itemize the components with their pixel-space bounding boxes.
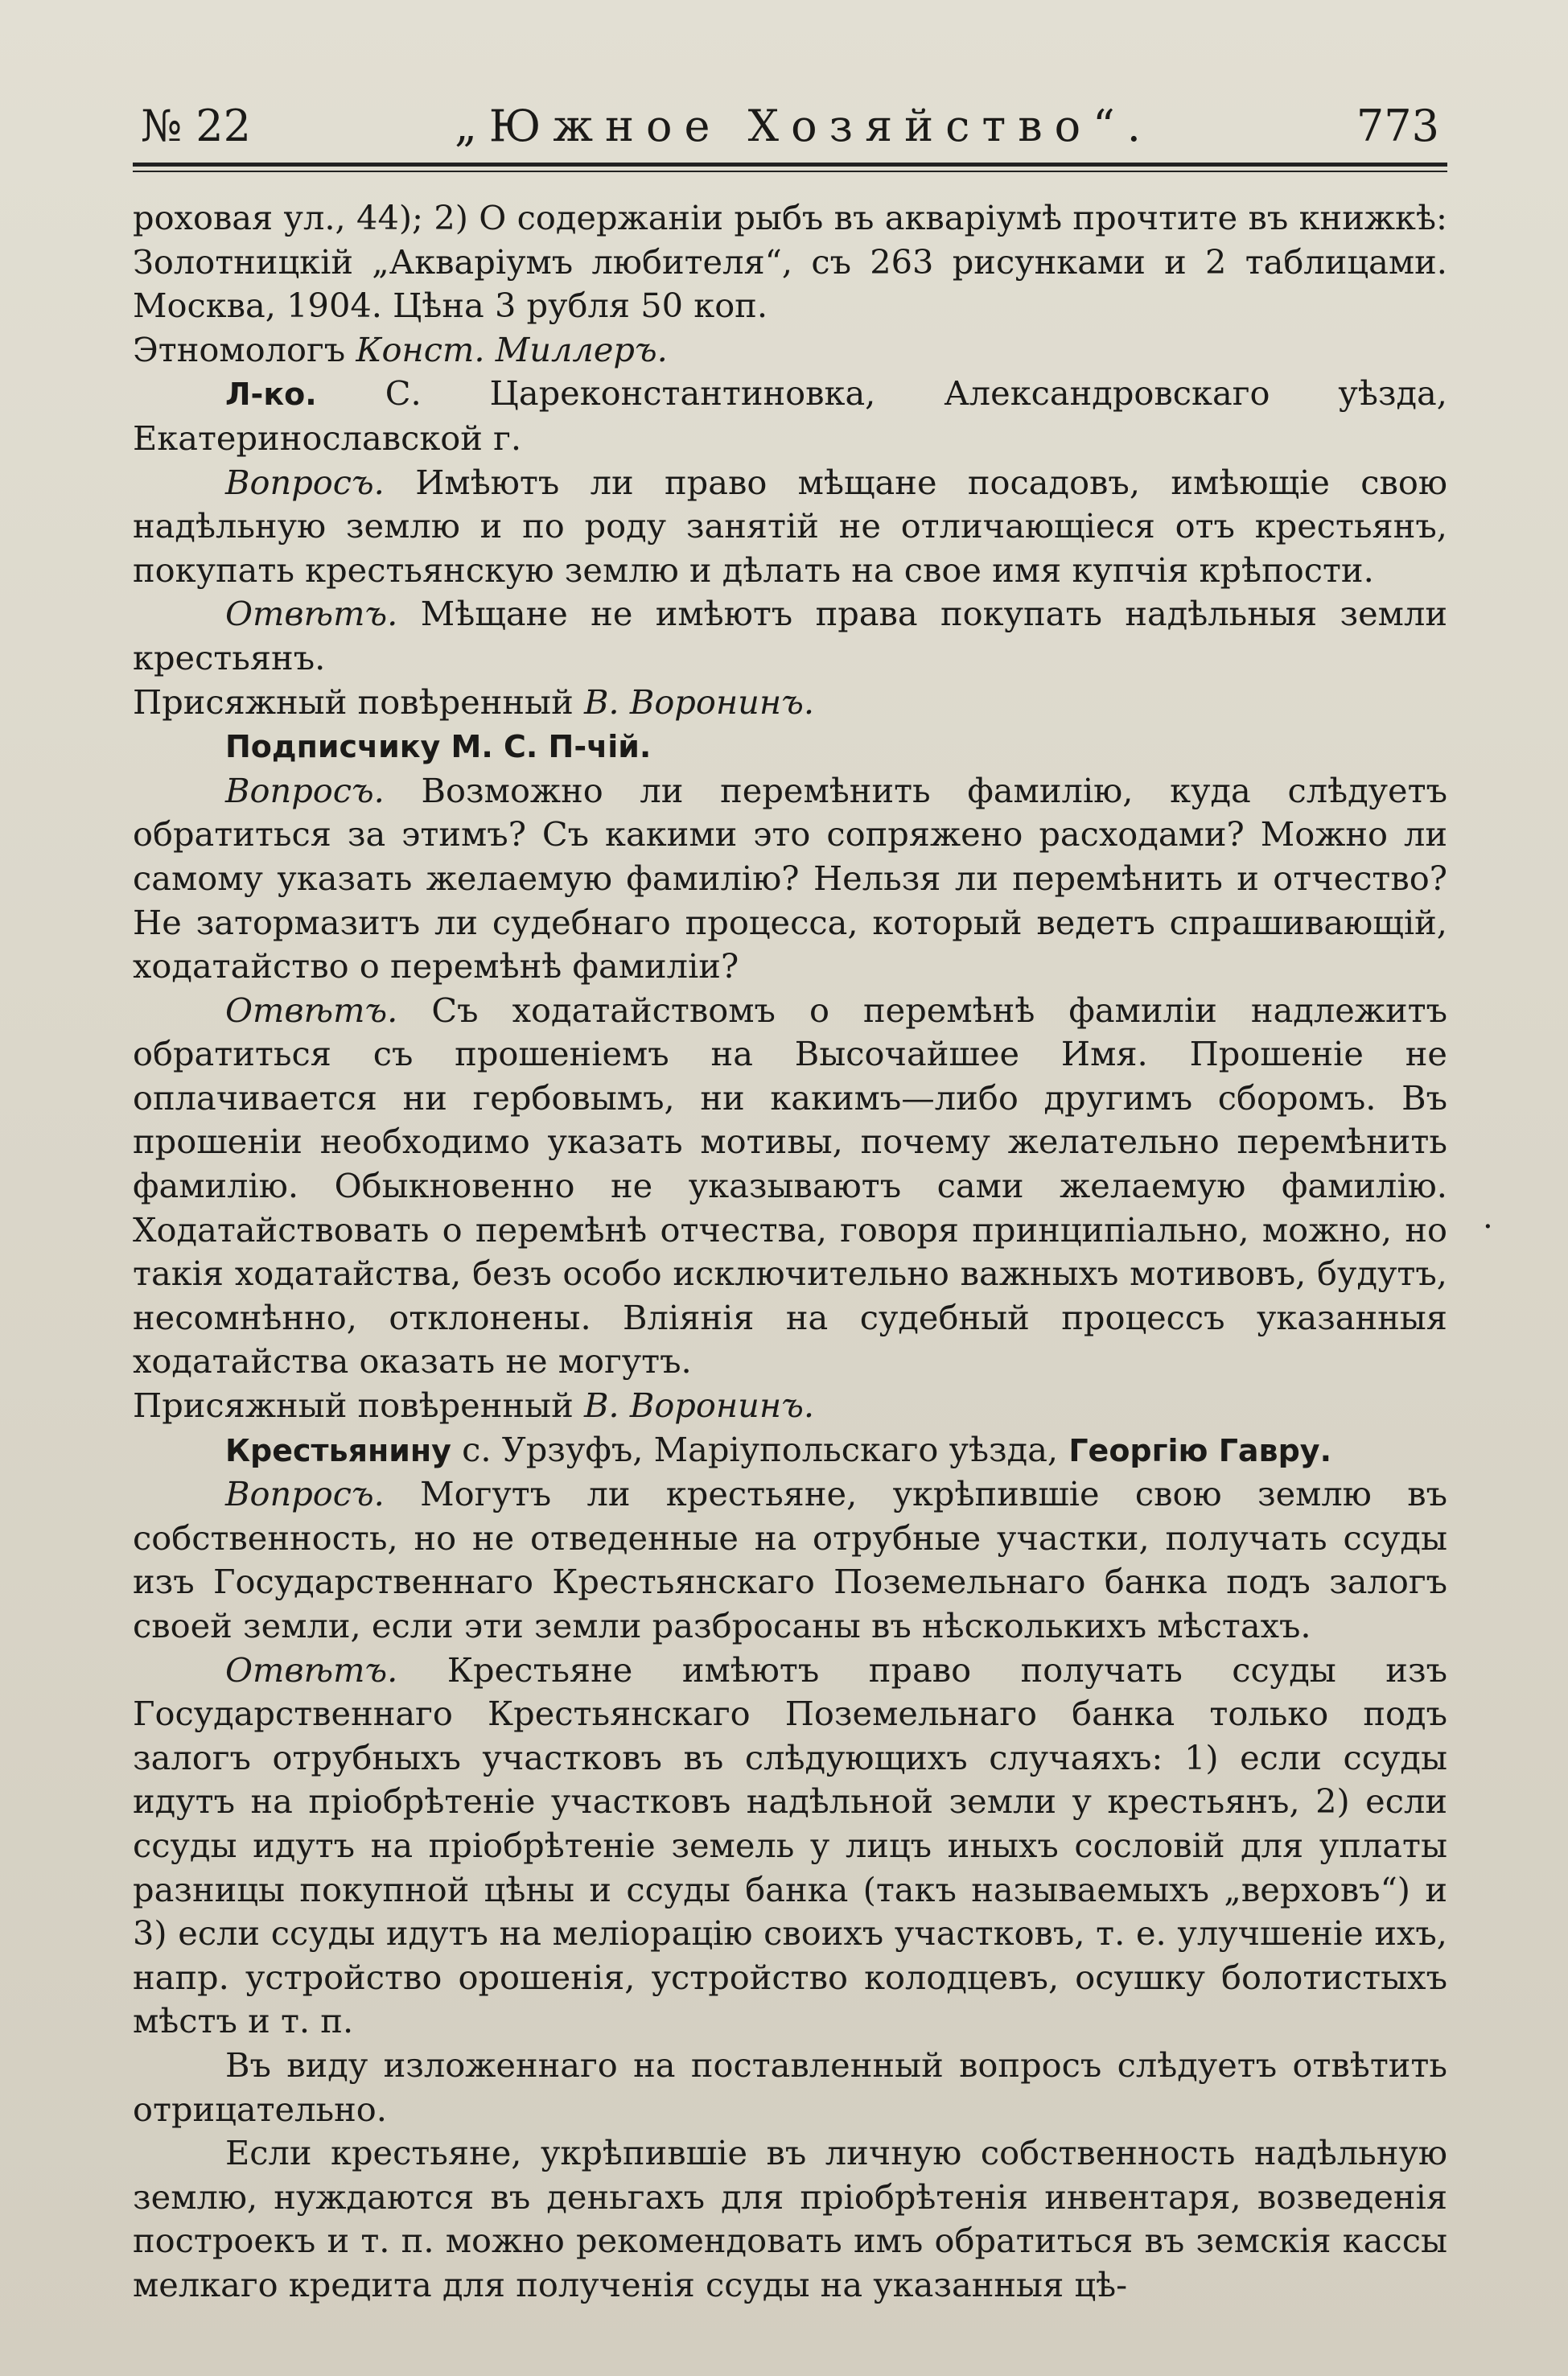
section-1-question: Вопросъ. Имѣютъ ли право мѣщане посадовъ, имѣющіе свою надѣльную землю и по роду занятій не отличающіеся отъ крестьянъ, покупать крестьянскую землю и дѣлать на свое имя купчія крѣпости.	[133, 462, 1447, 590]
section-1-answer: Отвѣтъ. Мѣщане не имѣютъ права покупать надѣльныя земли крестьянъ.	[133, 594, 1447, 677]
signature-entomologist: Этномологъ Конст. Миллеръ.	[133, 329, 668, 369]
header-rule-thin	[133, 171, 1447, 172]
section-3-answer: Отвѣтъ. Крестьяне имѣютъ право получать ссуды изъ Государственнаго Крестьянскаго Поземельнаго банка только подъ залогъ отрубныхъ участковъ въ слѣдующихъ случаяхъ: 1) если ссуды идутъ на пріобрѣтеніе участковъ надѣльной земли у крестьянъ, 2) если ссуды идутъ на пріобрѣтеніе земель у лицъ иныхъ сословій для уплаты разницы покупной цѣны и ссуды банка (такъ называемыхъ „верховъ“) и 3) если ссуды идутъ на меліорацію своихъ участковъ, т. е. улучшеніе ихъ, напр. устройство орошенія, устройство колодцевъ, осушку болотистыхъ мѣстъ и т. п.	[133, 1649, 1447, 2041]
article-body	[133, 196, 1447, 2308]
journal-title: „Южное Хозяйство“.	[454, 101, 1153, 151]
continued-answer: роховая ул., 44); 2) О содержаніи рыбъ въ акваріумѣ прочтите въ книжкѣ: Золотницкій „Акваріумъ любителя“, съ 263 рисунками и 2 таблицами. Москва, 1904. Цѣна 3 рубля 50 коп.	[133, 198, 1447, 326]
section-2-question: Вопросъ. Возможно ли перемѣнить фамилію, куда слѣдуетъ обратиться за этимъ? Съ какими это сопряжено расходами? Можно ли самому указать желаемую фамилію? Нельзя ли перемѣнить и отчество? Не затормазитъ ли судебнаго процесса, который ведетъ спрашивающій, ходатайство о перемѣнѣ фамиліи?	[133, 770, 1447, 986]
issue-number: № 22	[141, 101, 251, 151]
header-rule-thick	[133, 163, 1447, 167]
section-3-question: Вопросъ. Могутъ ли крестьяне, укрѣпившіе свою землю въ собственность, но не отведенные на отрубные участки, получать ссуды изъ Государственнаго Крестьянскаго Поземельнаго банка подъ залогъ своей земли, если эти земли разбросаны въ нѣсколькихъ мѣстахъ.	[133, 1474, 1447, 1645]
section-3-paragraph-2: Въ виду изложеннаго на поставленный вопросъ слѣдуетъ отвѣтить отрицательно.	[133, 2045, 1447, 2129]
running-header	[133, 101, 1447, 151]
margin-mark: .	[1483, 1199, 1493, 1236]
section-2-addressee: Подписчику М. С. П-чій.	[225, 729, 652, 765]
section-1-signature: Присяжный повѣренный В. Воронинъ.	[133, 682, 815, 722]
section-3-paragraph-3: Если крестьяне, укрѣпившіе въ личную собственность надѣльную землю, нуждаются въ деньгахъ для пріобрѣтенія инвентаря, возведенія построекъ и т. п. можно рекомендовать имъ обратиться въ земскія кассы мелкаго кредита для полученія ссуды на указанныя цѣ-	[133, 2133, 1447, 2304]
section-2-signature: Присяжный повѣренный В. Воронинъ.	[133, 1386, 815, 1426]
section-3-addressee: Крестьянину с. Урзуфъ, Маріупольскаго уѣзда, Георгію Гавру.	[225, 1429, 1331, 1469]
section-1-addressee: Л-ко. С. Цареконстантиновка, Александровскаго уѣзда, Екатеринославской г.	[133, 373, 1447, 458]
section-2-answer: Отвѣтъ. Съ ходатайствомъ о перемѣнѣ фамиліи надлежитъ обратиться съ прошеніемъ на Высочайшее Имя. Прошеніе не оплачивается ни гербовымъ, ни какимъ—либо другимъ сборомъ. Въ прошеніи необходимо указать мотивы, почему желательно перемѣнить фамилію. Обыкновенно не указываютъ сами желаемую фамилію. Ходатайствовать о перемѣнѣ отчества, говоря принципіально, можно, но такія ходатайства, безъ особо исключительно важныхъ мотивовъ, будутъ, несомнѣнно, отклонены. Вліянія на судебный процессъ указанныя ходатайства оказать не могутъ.	[133, 990, 1447, 1382]
page-number: 773	[1356, 101, 1439, 151]
